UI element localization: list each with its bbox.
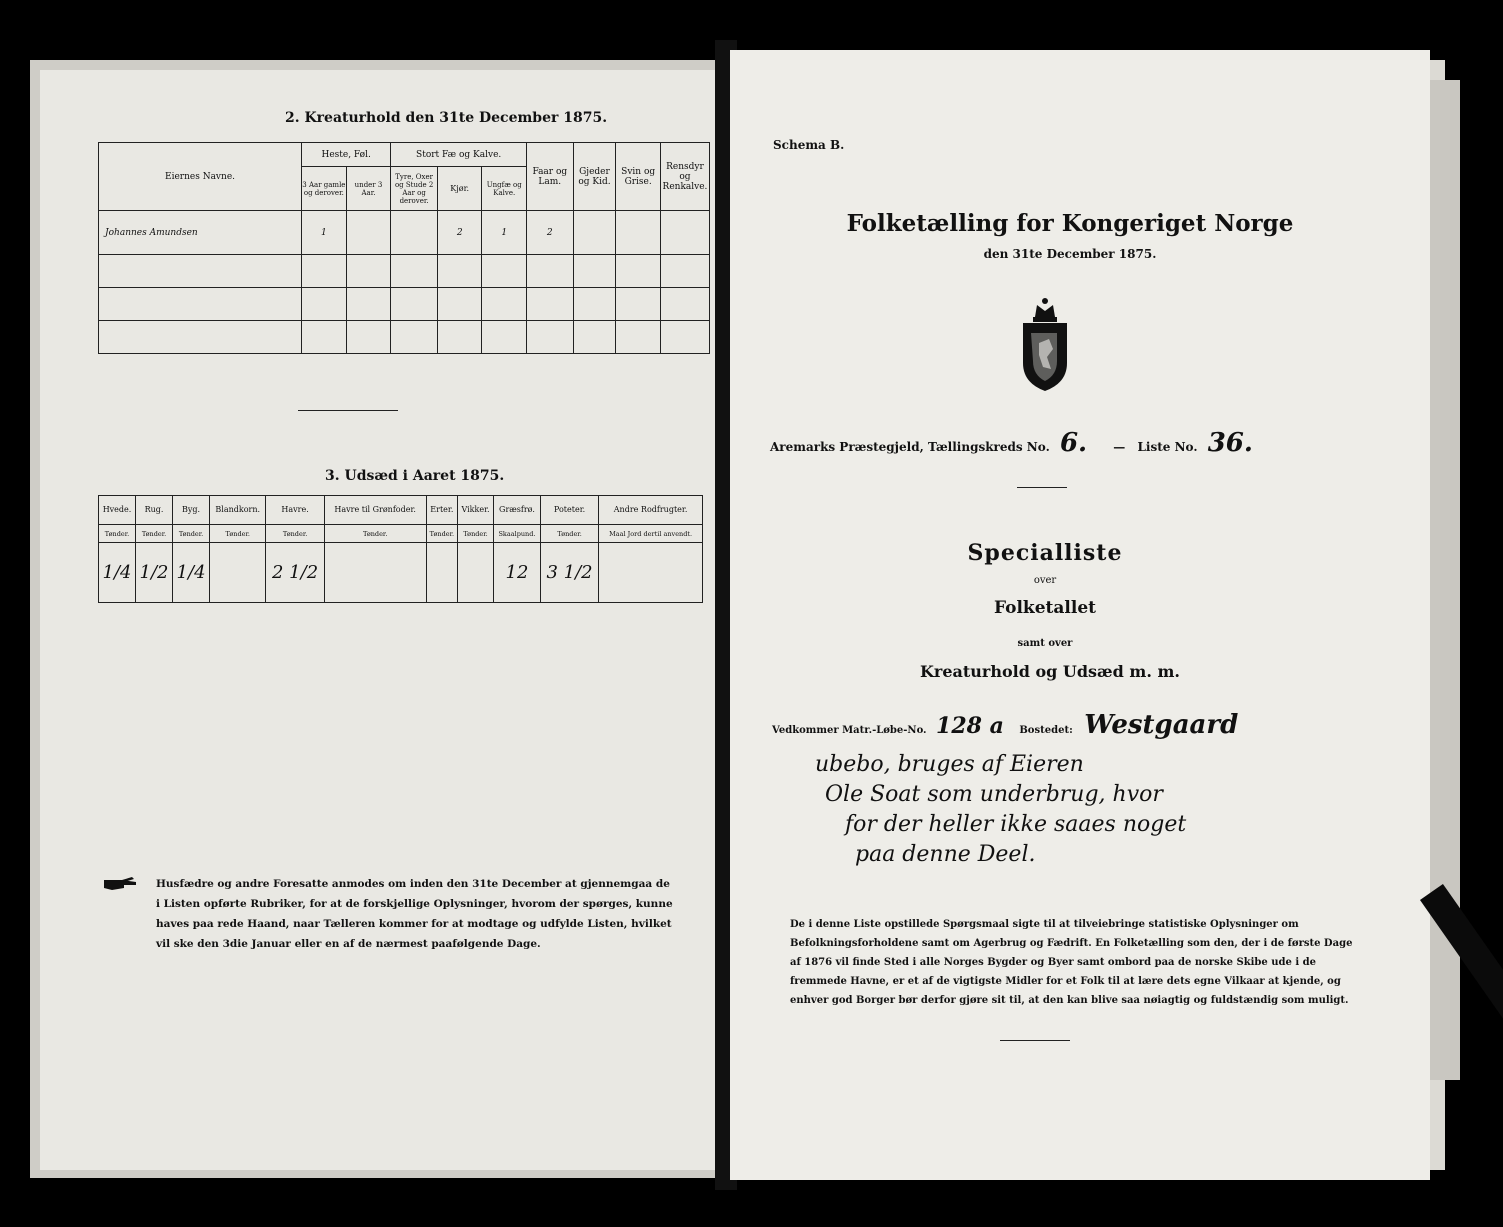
seed-unit: Tønder. <box>210 524 266 543</box>
right-page <box>730 50 1430 1180</box>
census-subtitle: den 31te December 1875. <box>983 247 1157 261</box>
list-prefix: Liste No. <box>1137 440 1198 454</box>
pointing-hand-icon <box>102 876 138 892</box>
seed-unit: Tønder. <box>173 524 210 543</box>
seed-header: Vikker. <box>458 496 494 525</box>
seed-unit: Skaalpund. <box>494 524 541 543</box>
seed-header: Havre til Grønfoder. <box>324 496 426 525</box>
seed-unit: Tønder. <box>458 524 494 543</box>
seed-unit: Tønder. <box>136 524 173 543</box>
seed-header: Erter. <box>426 496 457 525</box>
cattle-oxen-cell <box>391 211 438 255</box>
list-number: 36. <box>1207 428 1253 458</box>
seed-value: 2 1/2 <box>266 543 324 603</box>
table-row <box>99 321 710 354</box>
sheep-header: Faar og Lam. <box>527 143 574 211</box>
seed-header: Havre. <box>266 496 324 525</box>
seed-value: 3 1/2 <box>540 543 598 603</box>
reindeer-header: Rensdyr og Renkalve. <box>660 143 709 211</box>
seed-value <box>599 543 703 603</box>
pigs-header: Svin og Grise. <box>616 143 661 211</box>
seed-unit: Tønder. <box>266 524 324 543</box>
matr-line <box>772 710 1238 740</box>
goats-cell <box>573 211 616 255</box>
horses-old-header: 3 Aar gamle og derover. <box>302 167 347 211</box>
seed-header: Græsfrø. <box>494 496 541 525</box>
seed-value <box>324 543 426 603</box>
district-number: 6. <box>1059 428 1088 458</box>
divider <box>1000 1040 1070 1041</box>
bosted-label: Bostedet: <box>1019 725 1073 736</box>
seed-value <box>210 543 266 603</box>
horses-young-cell <box>346 211 391 255</box>
cattle-oxen-header: Tyre, Oxer og Stude 2 Aar og derover. <box>391 167 438 211</box>
table-row <box>99 211 710 255</box>
seed-value: 1/2 <box>136 543 173 603</box>
cattle-header: Stort Fæ og Kalve. <box>391 143 527 167</box>
cattle-young-cell: 1 <box>482 211 527 255</box>
kreaturhold-heading: Kreaturhold og Udsæd m. m. <box>920 662 1180 681</box>
norway-coat-of-arms <box>1015 295 1075 395</box>
section3-title: 3. Udsæd i Aaret 1875. <box>325 468 505 484</box>
seed-header: Blandkorn. <box>210 496 266 525</box>
goats-header: Gjeder og Kid. <box>573 143 616 211</box>
over-label: over <box>1033 575 1057 586</box>
table-row <box>99 255 710 288</box>
handwritten-note <box>815 750 1375 870</box>
footer-text: De i denne Liste opstillede Spørgsmaal sigte til at tilveiebringe statistiske Oplysninger om Befolkningsforholdene samt om Agerbrug og Fædrift. En Folketælling som den, der i de første Dage af 1876 vil finde Sted i alle Norges Bygder og Byer samt ombord paa de norske Skibe ude i de fremmede Havne, er et af de vigtigste Midler for et Folk til at lære dets egne Vilkaar at kjende, og enhver god Borger bør derfor gjøre sit til, at den kan blive saa nøiagtig og fuldstændig som muligt. <box>790 919 1353 1006</box>
seed-table <box>98 495 703 603</box>
owner-header: Eiernes Navne. <box>99 143 302 211</box>
folketallet-heading: Folketallet <box>994 598 1096 618</box>
seed-header: Andre Rodfrugter. <box>599 496 703 525</box>
seed-value <box>426 543 457 603</box>
census-title: Folketælling for Kongeriget Norge <box>846 210 1294 237</box>
table-row <box>99 543 703 603</box>
divider <box>1017 487 1067 488</box>
table-row <box>99 288 710 321</box>
matr-number: 128 a <box>936 713 1004 739</box>
sheep-cell: 2 <box>527 211 574 255</box>
bosted-value: Westgaard <box>1084 710 1239 740</box>
horses-young-header: under 3 Aar. <box>346 167 391 211</box>
seed-value <box>458 543 494 603</box>
notice-text: Husfædre og andre Foresatte anmodes om inden den 31te December at gjennemgaa de i Listen opførte Rubriker, for at de forskjellige Oplysninger, hvorom der spørges, kunne haves paa rede Haand, naar Tælleren kommer for at modtage og udfylde Listen, hvilket vil ske den 3die Januar eller en af de nærmest paafølgende Dage. <box>156 878 673 950</box>
seed-unit: Tønder. <box>540 524 598 543</box>
horses-header: Heste, Føl. <box>302 143 391 167</box>
seed-unit: Tønder. <box>426 524 457 543</box>
reindeer-cell <box>660 211 709 255</box>
divider <box>298 410 398 411</box>
seed-header: Rug. <box>136 496 173 525</box>
schema-label: Schema B. <box>773 138 845 152</box>
district-prefix: Aremarks Præstegjeld, Tællingskreds No. <box>770 440 1050 454</box>
specialliste-heading: Specialliste <box>967 540 1123 566</box>
seed-unit: Maal Jord dertil anvendt. <box>599 524 703 543</box>
seed-unit: Tønder. <box>324 524 426 543</box>
matr-label: Vedkommer Matr.-Løbe-No. <box>772 725 927 736</box>
livestock-table <box>98 142 710 354</box>
handwritten-line: Ole Soat som underbrug, hvor <box>825 782 1163 807</box>
seed-value: 12 <box>494 543 541 603</box>
section2-title: 2. Kreaturhold den 31te December 1875. <box>285 110 608 126</box>
seed-header: Poteter. <box>540 496 598 525</box>
handwritten-line: paa denne Deel. <box>855 842 1036 867</box>
left-page <box>40 70 720 1170</box>
handwritten-line: ubebo, bruges af Eieren <box>815 752 1084 777</box>
seed-unit: Tønder. <box>99 524 136 543</box>
seed-value: 1/4 <box>173 543 210 603</box>
cattle-young-header: Ungfæ og Kalve. <box>482 167 527 211</box>
seed-header: Byg. <box>173 496 210 525</box>
pigs-cell <box>616 211 661 255</box>
owner-cell: Johannes Amundsen <box>99 211 302 255</box>
samt-over-label: samt over <box>1017 638 1073 649</box>
seed-value: 1/4 <box>99 543 136 603</box>
seed-header: Hvede. <box>99 496 136 525</box>
cattle-cows-cell: 2 <box>437 211 482 255</box>
handwritten-line: for der heller ikke saaes noget <box>845 812 1187 837</box>
horses-old-cell: 1 <box>302 211 347 255</box>
cattle-cows-header: Kjør. <box>437 167 482 211</box>
district-line: Aremarks Præstegjeld, Tællingskreds No. 6. — Liste No. 36. <box>770 428 1253 458</box>
